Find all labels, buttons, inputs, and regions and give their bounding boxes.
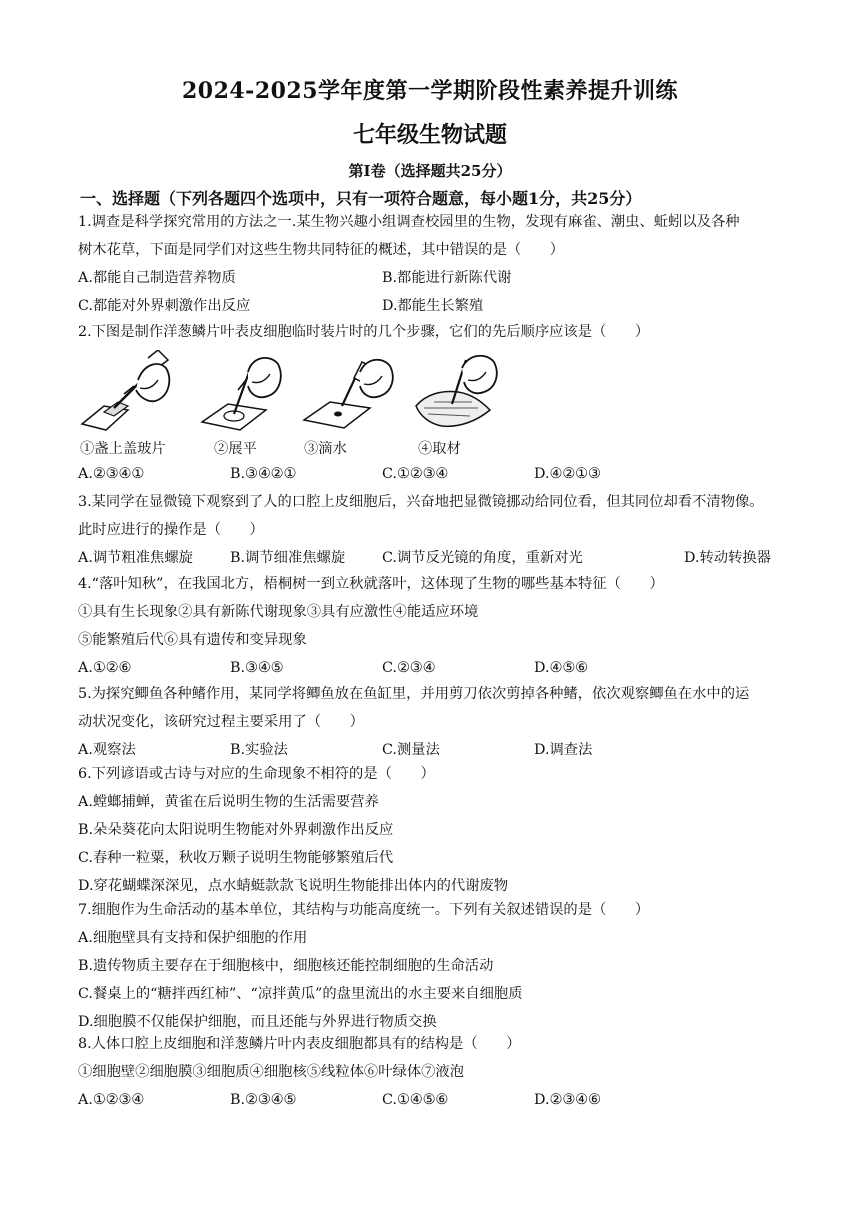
question-4 (78, 570, 788, 682)
question-stem: 7.细胞作为生命活动的基本单位，其结构与功能高度统一。下列有关叙述错误的是（ ） (78, 902, 650, 918)
question-3 (78, 488, 788, 572)
question-stem: 5.为探究鲫鱼各种鳍作用，某同学将鲫鱼放在鱼缸里，并用剪刀依次剪掉各种鳍，依次观察鲫鱼在水中的运 (78, 686, 750, 702)
option-c: C.餐桌上的“糖拌西红柿”、“凉拌黄瓜”的盘里流出的水主要来自细胞质 (78, 986, 523, 1002)
option-a: A.观察法 (78, 742, 136, 758)
caption-step-3: ③滴水 (304, 441, 347, 457)
question-items: ①细胞壁②细胞膜③细胞质④细胞核⑤线粒体⑥叶绿体⑦液泡 (78, 1064, 465, 1080)
option-b: B.遗传物质主要存在于细胞核中，细胞核还能控制细胞的生命活动 (78, 958, 494, 974)
exam-subject: 七年级生物试题 (352, 122, 507, 148)
option-row (78, 654, 788, 682)
option-c: C.都能对外界刺激作出反应 (78, 298, 251, 314)
option-a: A.螳螂捕蝉，黄雀在后说明生物的生活需要营养 (78, 794, 379, 810)
question-2-options (78, 460, 788, 488)
option-b: B.③④②① (230, 466, 297, 482)
question-stem: 动状况变化，该研究过程主要采用了（ ） (78, 714, 364, 730)
drop-water-figure (300, 350, 400, 436)
question-5 (78, 680, 788, 764)
question-7 (78, 896, 788, 1036)
option-c: C.①②③④ (382, 466, 449, 482)
option-a: A.都能自己制造营养物质 (78, 270, 236, 286)
option-d: D.④⑤⑥ (534, 660, 588, 676)
option-d: D.②③④⑥ (534, 1092, 601, 1108)
option-c: C.测量法 (382, 742, 440, 758)
caption-step-4: ④取材 (418, 441, 461, 457)
cover-slip-figure (78, 350, 174, 436)
question-8 (78, 1030, 788, 1114)
spread-figure (196, 350, 292, 436)
option-row (78, 460, 788, 488)
option-a: A.细胞壁具有支持和保护细胞的作用 (78, 930, 308, 946)
option-a: A.调节粗准焦螺旋 (78, 550, 193, 566)
option-d: D.都能生长繁殖 (382, 298, 484, 314)
question-stem: 2.下图是制作洋葱鳞片叶表皮细胞临时装片时的几个步骤，它们的先后顺序应该是（ ） (78, 324, 650, 340)
question-stem: 此时应进行的操作是（ ） (78, 522, 264, 538)
question-1 (78, 208, 788, 320)
option-d: D.穿花蝴蝶深深见，点水蜻蜓款款飞说明生物能排出体内的代谢废物 (78, 878, 509, 894)
option-c: C.春种一粒粟，秋收万颗子说明生物能够繁殖后代 (78, 850, 394, 866)
option-d: D.细胞膜不仅能保护细胞，而且还能与外界进行物质交换 (78, 1014, 437, 1030)
option-row (78, 264, 788, 292)
option-a: A.①②⑥ (78, 660, 132, 676)
option-d: D.转动转换器 (684, 550, 771, 566)
option-c: C.②③④ (382, 660, 436, 676)
option-c: C.①④⑤⑥ (382, 1092, 449, 1108)
option-d: D.调查法 (534, 742, 593, 758)
question-6 (78, 760, 788, 900)
option-b: B.都能进行新陈代谢 (382, 270, 512, 286)
option-b: B.朵朵葵花向太阳说明生物能对外界刺激作出反应 (78, 822, 394, 838)
take-material-figure (412, 350, 512, 436)
question-items: ⑤能繁殖后代⑥具有遗传和变异现象 (78, 632, 307, 648)
option-b: B.调节细准焦螺旋 (230, 550, 346, 566)
step-figures (78, 350, 518, 436)
question-stem: 4.“落叶知秋”，在我国北方，梧桐树一到立秋就落叶，这体现了生物的哪些基本特征（ ） (78, 576, 664, 592)
question-stem: 6.下列谚语或古诗与对应的生命现象不相符的是（ ） (78, 766, 435, 782)
exam-title: 2024-2025学年度第一学期阶段性素养提升训练 (181, 78, 679, 104)
option-b: B.③④⑤ (230, 660, 284, 676)
option-a: A.①②③④ (78, 1092, 145, 1108)
question-items: ①具有生长现象②具有新陈代谢现象③具有应激性④能适应环境 (78, 604, 479, 620)
option-b: B.实验法 (230, 742, 288, 758)
section-heading: 一、选择题（下列各题四个选项中，只有一项符合题意，每小题1分，共25分） (80, 189, 642, 208)
option-b: B.②③④⑤ (230, 1092, 297, 1108)
volume-heading: 第Ⅰ卷（选择题共25分） (348, 162, 512, 180)
option-d: D.④②①③ (534, 466, 601, 482)
option-row (78, 544, 788, 572)
question-2 (78, 318, 788, 346)
question-stem: 树木花草，下面是同学们对这些生物共同特征的概述，其中错误的是（ ） (78, 242, 565, 258)
caption-step-1: ①盏上盖玻片 (80, 441, 166, 457)
option-a: A.②③④① (78, 466, 145, 482)
question-stem: 1.调查是科学探究常用的方法之一.某生物兴趣小组调查校园里的生物，发现有麻雀、潮虫、蚯蚓以及各种 (78, 214, 740, 230)
option-row (78, 292, 788, 320)
question-stem: 8.人体口腔上皮细胞和洋葱鳞片叶内表皮细胞都具有的结构是（ ） (78, 1036, 521, 1052)
option-c: C.调节反光镜的角度，重新对光 (382, 550, 583, 566)
question-stem: 3.某同学在显微镜下观察到了人的口腔上皮细胞后，兴奋地把显微镜挪动给同位看，但其同位却看不清物像。 (78, 494, 764, 510)
option-row (78, 1086, 788, 1114)
caption-step-2: ②展平 (214, 441, 257, 457)
